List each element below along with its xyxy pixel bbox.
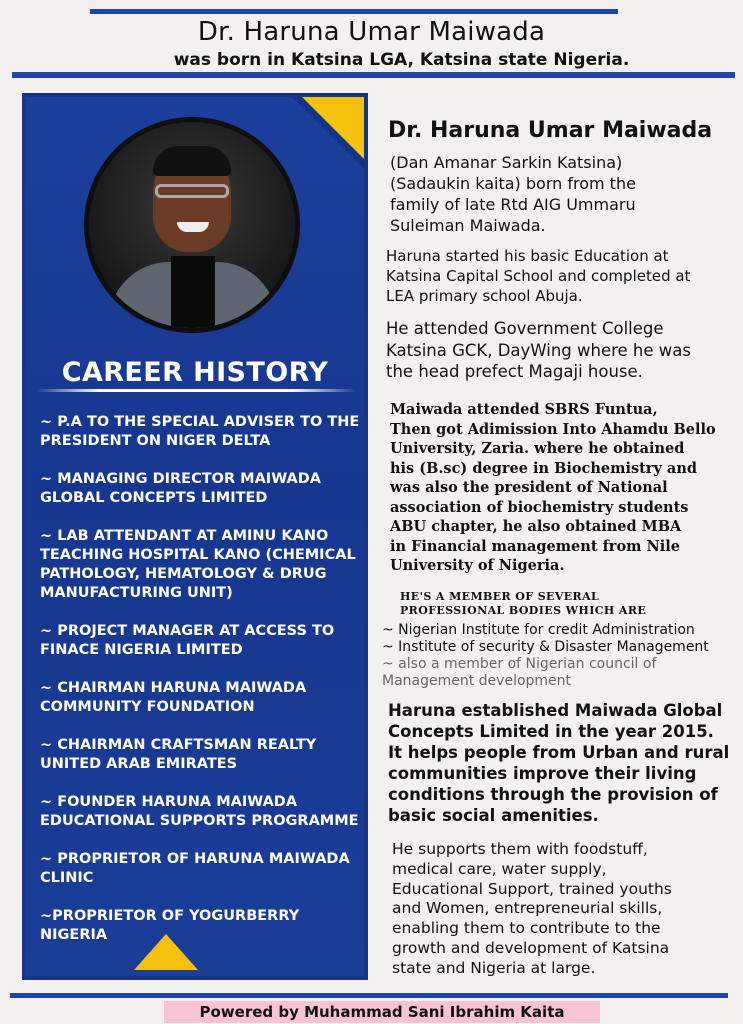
membership-heading: HE'S A MEMBER OF SEVERAL PROFESSIONAL BODIES WHICH ARE bbox=[400, 590, 647, 617]
career-history-heading: CAREER HISTORY bbox=[61, 357, 329, 388]
bio-intro: (Dan Amanar Sarkin Katsina) (Sadaukin kaita) born from the family of late Rtd AIG Ummaru Suleiman Maiwada. bbox=[390, 153, 636, 235]
career-item: ~ LAB ATTENDANT AT AMINU KANO TEACHING HOSPITAL KANO (CHEMICAL PATHOLOGY, HEMATOLOGY & DRUG MANUFACTURING UNIT) bbox=[40, 528, 356, 601]
bio-name: Dr. Haruna Umar Maiwada bbox=[388, 118, 713, 143]
footer-rule bbox=[10, 993, 728, 998]
page-subtitle: was born in Katsina LGA, Katsina state Nigeria. bbox=[173, 50, 630, 70]
career-item: ~ P.A TO THE SPECIAL ADVISER TO THE PRESIDENT ON NIGER DELTA bbox=[40, 414, 360, 449]
panel-bottom-accent bbox=[134, 934, 198, 970]
career-item: ~ PROPRIETOR OF HARUNA MAIWADA CLINIC bbox=[40, 851, 350, 886]
career-list bbox=[40, 413, 360, 964]
membership-item: ~ also a member of Nigerian council of Management development bbox=[382, 656, 657, 689]
page-title: Dr. Haruna Umar Maiwada bbox=[197, 17, 546, 47]
career-panel bbox=[22, 93, 368, 980]
membership-item: ~ Institute of security & Disaster Management bbox=[382, 639, 709, 655]
career-item: ~ MANAGING DIRECTOR MAIWADA GLOBAL CONCEPTS LIMITED bbox=[40, 471, 322, 506]
header-rule bbox=[12, 72, 735, 78]
bio-college: He attended Government College Katsina GCK, DayWing where he was the head prefect Magaji house. bbox=[386, 319, 691, 381]
footer-credit: Powered by Muhammad Sani Ibrahim Kaita bbox=[164, 1001, 600, 1023]
career-item: ~PROPRIETOR OF YOGURBERRY NIGERIA bbox=[40, 908, 300, 943]
bio-university: Maiwada attended SBRS Funtua, Then got Adimission Into Ahamdu Bello University, Zaria. where he obtained his (B.sc) degree in Biochemistry and was also the president of National association of biochemistry students ABU chapter, he also obtained MBA in Financial management from Nile University of Nigeria. bbox=[390, 401, 716, 574]
membership-item: ~ Nigerian Institute for credit Administration bbox=[382, 622, 695, 638]
career-item: ~ PROJECT MANAGER AT ACCESS TO FINACE NIGERIA LIMITED bbox=[40, 623, 335, 658]
bio-education: Haruna started his basic Education at Katsina Capital School and completed at LEA primary school Abuja. bbox=[386, 247, 691, 305]
panel-corner-accent bbox=[302, 97, 364, 159]
membership-list bbox=[382, 622, 742, 690]
career-item: ~ FOUNDER HARUNA MAIWADA EDUCATIONAL SUPPORTS PROGRAMME bbox=[40, 794, 359, 829]
career-item: ~ CHAIRMAN HARUNA MAIWADA COMMUNITY FOUNDATION bbox=[40, 680, 307, 715]
career-item: ~ CHAIRMAN CRAFTSMAN REALTY UNITED ARAB EMIRATES bbox=[40, 737, 317, 772]
bio-foundation: Haruna established Maiwada Global Concepts Limited in the year 2015. It helps people from Urban and rural communities improve their living conditions through the provision of basic social amenities. bbox=[388, 701, 730, 825]
profile-photo bbox=[84, 117, 300, 333]
top-rule bbox=[90, 9, 618, 14]
heading-underline bbox=[36, 389, 356, 392]
bio-support: He supports them with foodstuff, medical care, water supply, Educational Support, trained youths and Women, entrepreneurial skills, enabling them to contribute to the growth and development of Katsina state and Nigeria at large. bbox=[392, 840, 672, 977]
